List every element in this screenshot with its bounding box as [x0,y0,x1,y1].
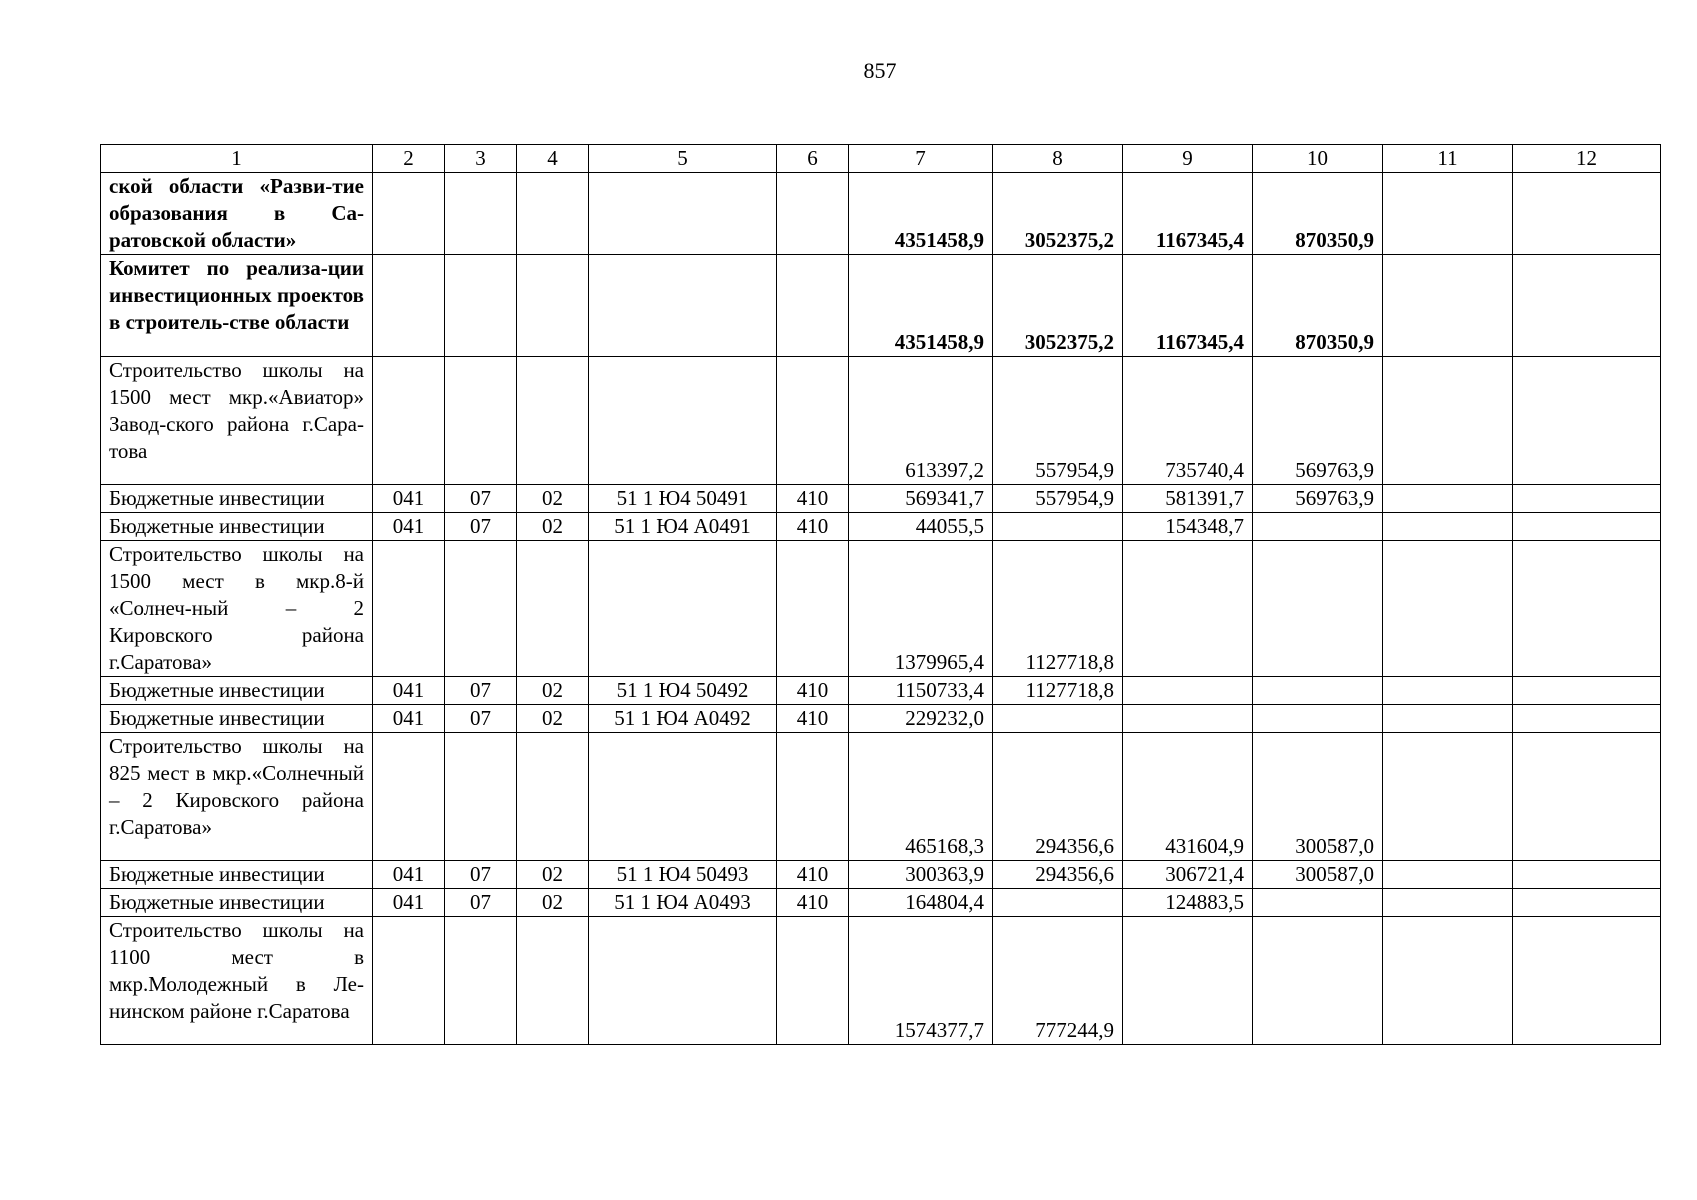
cell-col-11 [1383,541,1513,677]
cell-col-5: 51 1 Ю4 50492 [589,677,777,705]
cell-col-9 [1123,677,1253,705]
cell-col-6 [777,173,849,255]
cell-col-3 [445,541,517,677]
cell-col-6: 410 [777,677,849,705]
cell-col-12 [1513,677,1661,705]
cell-col-12 [1513,889,1661,917]
col-header: 11 [1383,145,1513,173]
cell-col-11 [1383,255,1513,357]
cell-col-5 [589,255,777,357]
cell-col-3: 07 [445,861,517,889]
cell-col-2: 041 [373,861,445,889]
row-name-cell: Строительство школы на 1500 мест в мкр.8-й «Солнеч-ный – 2 Кировского района г.Саратова» [101,541,373,677]
row-name-cell: Бюджетные инвестиции [101,485,373,513]
cell-col-8 [993,889,1123,917]
cell-col-2: 041 [373,513,445,541]
cell-col-7: 569341,7 [849,485,993,513]
cell-col-6 [777,541,849,677]
col-header: 12 [1513,145,1661,173]
cell-col-6: 410 [777,513,849,541]
col-header: 2 [373,145,445,173]
cell-col-9: 1167345,4 [1123,255,1253,357]
table-row-line-item [101,485,1661,513]
row-name-cell: Строительство школы на 825 мест в мкр.«Солнечный – 2 Кировского района г.Саратова» [101,733,373,861]
cell-col-2: 041 [373,705,445,733]
cell-col-10 [1253,677,1383,705]
header-row [101,145,1661,173]
cell-col-9: 306721,4 [1123,861,1253,889]
page-number: 857 [863,58,897,83]
cell-col-5 [589,173,777,255]
cell-col-3 [445,917,517,1045]
cell-col-3 [445,173,517,255]
cell-col-8: 777244,9 [993,917,1123,1045]
cell-col-3 [445,733,517,861]
cell-col-4: 02 [517,485,589,513]
col-header: 9 [1123,145,1253,173]
cell-col-6 [777,733,849,861]
row-name-cell: Бюджетные инвестиции [101,513,373,541]
row-name-cell: Бюджетные инвестиции [101,861,373,889]
cell-col-8: 1127718,8 [993,677,1123,705]
cell-col-6: 410 [777,705,849,733]
cell-col-9: 581391,7 [1123,485,1253,513]
budget-table [100,144,1661,1045]
cell-col-6: 410 [777,861,849,889]
cell-col-4 [517,733,589,861]
cell-col-9: 431604,9 [1123,733,1253,861]
cell-col-11 [1383,173,1513,255]
cell-col-2 [373,733,445,861]
cell-col-8: 557954,9 [993,357,1123,485]
row-name-cell: Бюджетные инвестиции [101,705,373,733]
cell-col-8: 1127718,8 [993,541,1123,677]
cell-col-6 [777,255,849,357]
col-header: 7 [849,145,993,173]
cell-col-10 [1253,917,1383,1045]
cell-col-7: 1574377,7 [849,917,993,1045]
cell-col-5 [589,357,777,485]
cell-col-2 [373,917,445,1045]
cell-col-5: 51 1 Ю4 А0491 [589,513,777,541]
cell-col-12 [1513,255,1661,357]
table-row-line-item [101,861,1661,889]
cell-col-12 [1513,485,1661,513]
cell-col-12 [1513,705,1661,733]
cell-col-9 [1123,917,1253,1045]
cell-col-4 [517,917,589,1045]
cell-col-4: 02 [517,705,589,733]
cell-col-9 [1123,541,1253,677]
cell-col-5 [589,917,777,1045]
cell-col-7: 300363,9 [849,861,993,889]
col-header: 3 [445,145,517,173]
cell-col-4 [517,173,589,255]
cell-col-7: 4351458,9 [849,173,993,255]
cell-col-3 [445,357,517,485]
cell-col-9: 124883,5 [1123,889,1253,917]
row-name-cell: Строительство школы на 1500 мест мкр.«Авиатор» Завод-ского района г.Сара-това [101,357,373,485]
cell-col-9: 1167345,4 [1123,173,1253,255]
cell-col-4 [517,255,589,357]
cell-col-3: 07 [445,677,517,705]
cell-col-7: 229232,0 [849,705,993,733]
cell-col-5: 51 1 Ю4 А0492 [589,705,777,733]
cell-col-8: 3052375,2 [993,173,1123,255]
cell-col-2 [373,255,445,357]
cell-col-6 [777,357,849,485]
row-name-cell: Бюджетные инвестиции [101,889,373,917]
cell-col-11 [1383,705,1513,733]
cell-col-4: 02 [517,861,589,889]
cell-col-12 [1513,513,1661,541]
col-header: 1 [101,145,373,173]
cell-col-4: 02 [517,677,589,705]
table-row-section [101,173,1661,255]
cell-col-10 [1253,513,1383,541]
cell-col-8: 294356,6 [993,733,1123,861]
cell-col-10 [1253,541,1383,677]
cell-col-8 [993,513,1123,541]
cell-col-9: 735740,4 [1123,357,1253,485]
col-header: 8 [993,145,1123,173]
cell-col-8 [993,705,1123,733]
cell-col-12 [1513,733,1661,861]
cell-col-8: 557954,9 [993,485,1123,513]
cell-col-10 [1253,705,1383,733]
table-row-section [101,357,1661,485]
cell-col-10: 870350,9 [1253,173,1383,255]
cell-col-5: 51 1 Ю4 50493 [589,861,777,889]
table-row-section [101,541,1661,677]
table-row-section [101,255,1661,357]
cell-col-3 [445,255,517,357]
cell-col-5 [589,541,777,677]
cell-col-2: 041 [373,485,445,513]
cell-col-10: 300587,0 [1253,733,1383,861]
cell-col-6: 410 [777,889,849,917]
cell-col-2 [373,173,445,255]
table-row-line-item [101,705,1661,733]
cell-col-3: 07 [445,889,517,917]
cell-col-11 [1383,357,1513,485]
cell-col-11 [1383,513,1513,541]
col-header: 10 [1253,145,1383,173]
cell-col-12 [1513,357,1661,485]
cell-col-10: 569763,9 [1253,485,1383,513]
cell-col-2 [373,541,445,677]
col-header: 4 [517,145,589,173]
cell-col-12 [1513,173,1661,255]
cell-col-5: 51 1 Ю4 50491 [589,485,777,513]
cell-col-4 [517,541,589,677]
cell-col-10: 870350,9 [1253,255,1383,357]
cell-col-7: 44055,5 [849,513,993,541]
cell-col-2: 041 [373,889,445,917]
cell-col-11 [1383,677,1513,705]
cell-col-2 [373,357,445,485]
col-header: 5 [589,145,777,173]
cell-col-11 [1383,917,1513,1045]
cell-col-8: 3052375,2 [993,255,1123,357]
table-row-section [101,917,1661,1045]
cell-col-9: 154348,7 [1123,513,1253,541]
cell-col-11 [1383,733,1513,861]
table-row-line-item [101,513,1661,541]
row-name-cell: Комитет по реализа-ции инвестиционных проектов в строитель-стве области [101,255,373,357]
cell-col-11 [1383,861,1513,889]
cell-col-12 [1513,917,1661,1045]
cell-col-10 [1253,889,1383,917]
cell-col-4 [517,357,589,485]
cell-col-3: 07 [445,485,517,513]
cell-col-6 [777,917,849,1045]
table-row-line-item [101,889,1661,917]
table-row-line-item [101,677,1661,705]
cell-col-7: 164804,4 [849,889,993,917]
cell-col-12 [1513,861,1661,889]
cell-col-6: 410 [777,485,849,513]
cell-col-10: 569763,9 [1253,357,1383,485]
row-name-cell: Бюджетные инвестиции [101,677,373,705]
cell-col-8: 294356,6 [993,861,1123,889]
cell-col-5: 51 1 Ю4 А0493 [589,889,777,917]
cell-col-7: 1379965,4 [849,541,993,677]
row-name-cell: ской области «Разви-тие образования в Са-ратовской области» [101,173,373,255]
col-header: 6 [777,145,849,173]
cell-col-7: 613397,2 [849,357,993,485]
cell-col-4: 02 [517,513,589,541]
table-row-section [101,733,1661,861]
cell-col-5 [589,733,777,861]
cell-col-10: 300587,0 [1253,861,1383,889]
cell-col-7: 465168,3 [849,733,993,861]
cell-col-7: 4351458,9 [849,255,993,357]
cell-col-2: 041 [373,677,445,705]
row-name-cell: Строительство школы на 1100 мест в мкр.Молодежный в Ле-нинском районе г.Саратова [101,917,373,1045]
cell-col-11 [1383,889,1513,917]
cell-col-11 [1383,485,1513,513]
cell-col-3: 07 [445,513,517,541]
cell-col-3: 07 [445,705,517,733]
cell-col-12 [1513,541,1661,677]
cell-col-4: 02 [517,889,589,917]
cell-col-9 [1123,705,1253,733]
cell-col-7: 1150733,4 [849,677,993,705]
